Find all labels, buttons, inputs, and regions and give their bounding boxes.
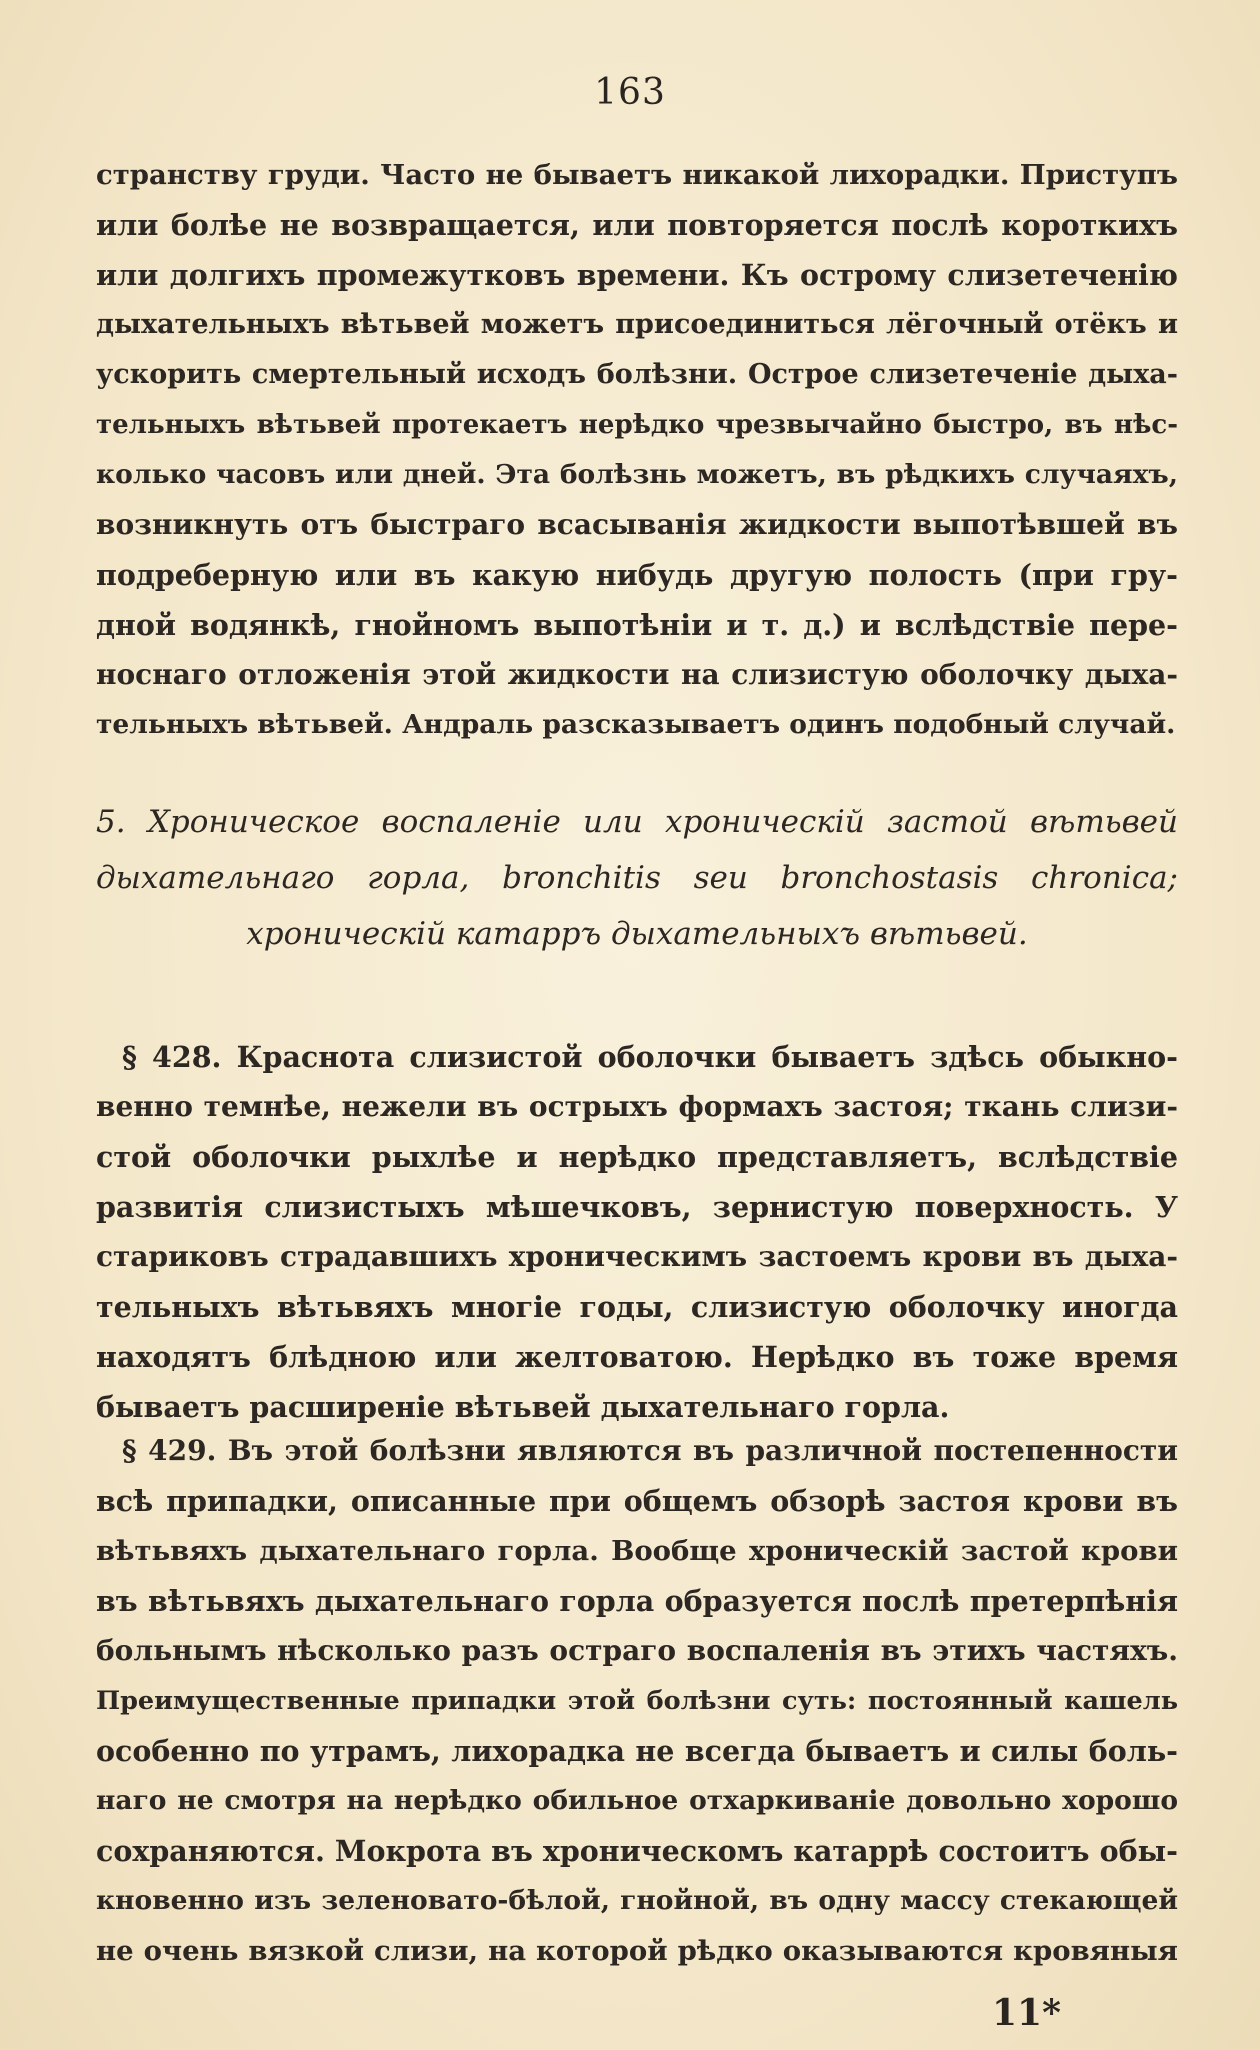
text-line: ускорить смертельный исходъ болѣзни. Острое слизетеченіе дыха- — [96, 359, 1178, 390]
text-line: Преимущественные припадки этой болѣзни суть: постоянный кашель — [96, 1686, 1178, 1716]
text-line: дыхательныхъ вѣтьвей можетъ присоединиться лёгочный отёкъ и — [96, 309, 1178, 340]
text-line: § 429. Въ этой болѣзни являются въ различной постепенности — [122, 1434, 1178, 1467]
text-line: особенно по утрамъ, лихорадка не всегда бываетъ и силы боль- — [96, 1734, 1178, 1768]
paragraph-428 — [96, 1032, 1178, 1432]
text-line: тельныхъ вѣтьвей протекаетъ нерѣдко чрезвычайно быстро, въ нѣс- — [96, 410, 1178, 440]
text-line: сохраняются. Мокрота въ хроническомъ катаррѣ состоитъ обы- — [96, 1834, 1178, 1868]
paragraph-429 — [96, 1426, 1178, 1976]
heading-line: дыхательнаго горла, bronchitis seu bronchostasis chronica; — [96, 860, 1178, 896]
text-line: развитія слизистыхъ мѣшечковъ, зернистую поверхность. У — [96, 1190, 1178, 1224]
text-line: находятъ блѣдною или желтоватою. Нерѣдко въ тоже время — [96, 1340, 1178, 1374]
text-line: стариковъ страдавшихъ хроническимъ застоемъ крови въ дыха- — [96, 1240, 1178, 1273]
section-heading — [96, 794, 1178, 962]
text-line: всѣ припадки, описанные при общемъ обзорѣ застоя крови въ — [96, 1484, 1178, 1518]
text-line: не очень вязкой слизи, на которой рѣдко оказываются кровяныя — [96, 1935, 1178, 1967]
text-line: § 428. Краснота слизистой оболочки бываетъ здѣсь обыкно- — [122, 1040, 1178, 1074]
text-line: подреберную или въ какую нибудь другую полость (при гру- — [96, 558, 1178, 592]
text-line: странству груди. Часто не бываетъ никакой лихорадки. Приступъ — [96, 159, 1178, 191]
text-line: наго не смотря на нерѣдко обильное отхаркиваніе довольно хорошо — [96, 1785, 1178, 1816]
signature-mark: 11* — [992, 1992, 1061, 2034]
text-line: въ вѣтьвяхъ дыхательнаго горла образуется послѣ претерпѣнія — [96, 1584, 1178, 1618]
text-line: бываетъ расширеніе вѣтьвей дыхательнаго горла. — [96, 1390, 950, 1424]
heading-line: хроническій катарръ дыхательныхъ вѣтьвей. — [246, 916, 1028, 952]
text-line: или долгихъ промежутковъ времени. Къ острому слизетеченію — [96, 258, 1178, 292]
page-number: 163 — [594, 72, 666, 113]
text-line: венно темнѣе, нежели въ острыхъ формахъ застоя; ткань слизи- — [96, 1090, 1178, 1123]
text-line: вѣтьвяхъ дыхательнаго горла. Вообще хроническій застой крови — [96, 1535, 1178, 1567]
text-line: колько часовъ или дней. Эта болѣзнь можетъ, въ рѣдкихъ случаяхъ, — [96, 459, 1178, 490]
text-line: дной водянкѣ, гнойномъ выпотѣніи и т. д.) и вслѣдствіе пере- — [96, 608, 1178, 642]
text-line: или болѣе не возвращается, или повторяется послѣ короткихъ — [96, 208, 1178, 242]
text-line: стой оболочки рыхлѣе и нерѣдко представляетъ, вслѣдствіе — [96, 1140, 1178, 1174]
paragraph-continuation — [96, 150, 1178, 750]
text-line: кновенно изъ зеленовато-бѣлой, гнойной, въ одну массу стекающей — [96, 1885, 1178, 1916]
text-line: носнаго отложенія этой жидкости на слизистую оболочку дыха- — [96, 658, 1178, 691]
heading-line: 5. Хроническое воспаленіе или хроническій застой вѣтьвей — [96, 804, 1178, 840]
text-line: больнымъ нѣсколько разъ остраго воспаленія въ этихъ частяхъ. — [96, 1634, 1178, 1667]
text-line: тельныхъ вѣтьвяхъ многіе годы, слизистую оболочку иногда — [96, 1290, 1178, 1324]
text-line: возникнуть отъ быстраго всасыванія жидкости выпотѣвшей въ — [96, 508, 1178, 541]
text-line: тельныхъ вѣтьвей. Андраль разсказываетъ одинъ подобный случай. — [96, 709, 1176, 740]
